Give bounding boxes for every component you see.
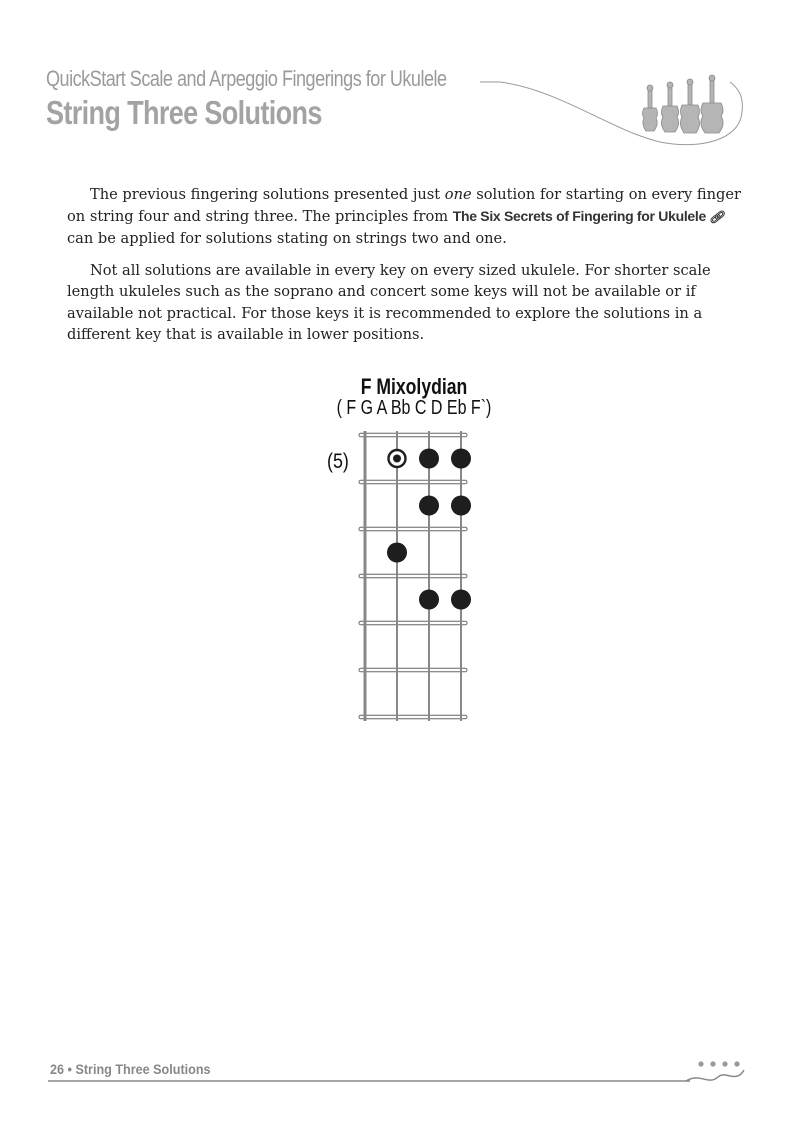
page-title: String Three Solutions bbox=[46, 94, 322, 131]
footer bbox=[50, 1061, 211, 1077]
book-link-label: The Six Secrets of Fingering for Ukulele bbox=[452, 207, 706, 224]
paragraph-2: Not all solutions are available in every key on every sized ukulele. For shorter scale length ukuleles such as the soprano and concert some keys will not be available or if available not practical. For those keys it is recommended to explore the solutions in a different key that is available in lower positions. bbox=[67, 261, 711, 343]
series-title: QuickStart Scale and Arpeggio Fingerings for Ukulele bbox=[46, 66, 447, 91]
footer-section: String Three Solutions bbox=[75, 1061, 211, 1077]
diagram-notes: ( F G A Bb C D Eb F`) bbox=[336, 397, 492, 419]
link-icon: 🔗︎ bbox=[709, 209, 724, 224]
p1-text-start: The previous fingering solutions presented just bbox=[90, 186, 445, 203]
page-number: 26 bbox=[50, 1061, 65, 1077]
diagram-title: F Mixolydian bbox=[360, 374, 468, 399]
footer-separator: • bbox=[67, 1061, 72, 1077]
p1-text-end: can be applied for solutions stating on strings two and one. bbox=[67, 230, 507, 247]
p1-emphasis: one bbox=[444, 186, 472, 203]
start-fret-label: (5) bbox=[327, 450, 349, 473]
p1-text-middle: solution for starting on every finger on string four and string three. The principles from bbox=[67, 186, 741, 225]
